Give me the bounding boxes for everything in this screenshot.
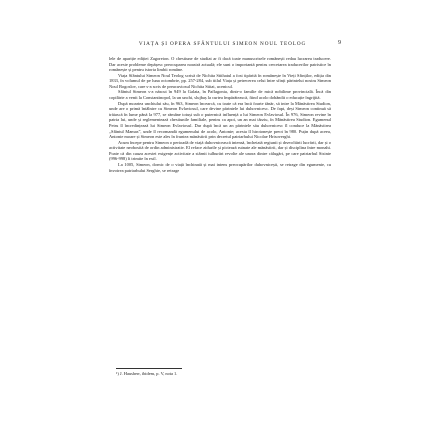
running-title: VIAȚA ȘI OPERA SFÂNTULUI SIMEON NOUL TEOLOG	[138, 41, 307, 47]
running-header	[0, 41, 445, 47]
body-text	[109, 56, 331, 173]
paragraph: Viața Sfântului Simeon Noul Teolog scrisă de Nichita Stithatul a fost tipărită în românește în Vieți Sfinților, ediția din 1833, în volumul de pe luna octombrie, pp. 257-284, sub titlul Viața și petrecerea celui între sfinți părintelui nostru Simeon Noul Bogoslov, care s-a scris de preacuviosul Nichita Stitat, ucenicul.	[109, 72, 331, 89]
paragraph: Sfântul Simeon s-a născut în 949 la Galata, în Paflagonia, dintr-o familie de mică nobilime provincială. Încă din copilărie a venit la Constantinopol, la un unchi, slujbaș la curtea împărătească, fiind acolo dobândit o educație îngrijită.	[109, 89, 331, 101]
footnote: ¹) J. Hausherr, ibidem, p. V, nota 1.	[116, 371, 178, 376]
page-number: 9	[338, 40, 341, 46]
footnote-rule	[116, 368, 182, 369]
paragraph: La 1005, Simeon, dornic de o viață închinată și mai intens preocupărilor duhovnicești, se retrage din egumenie, cu învoirea patriarhului Serghie, se retrage	[109, 161, 331, 173]
paragraph: După moartea unchiului său, în 963, Simeon încearcă, cu toate că era încă foarte tânăr, să intre la Mănăstirea Studion, unde are o primă întâlnire cu Simeon Evlaviosul, care devine părintele lui duhovnicesc. De fapt, deși Simeon continuă să trăiască în lume până la 977, se rămâne totuși sub o puternică influență a lui Simeon Evlaviosul. În 976, Simeon revine în patria lui, unde și reglementează chestiunile familiale, pentru ca apoi, un an mai târziu, în Mănăstirea Studion. Egumenul Petru îl încredințează lui Simeon Evlaviosul. Dar după încă un an părintele său duhovnicesc îl conduce la Mănăstirea „Sfântul Mamas”, unde îl recomandă egumenului de acolo, Antonie; acesta îl hirotonește preot în 980. Puțin după aceea, Antonie moare și Simeon este ales în fruntea mănăstirii prin decretul patriarhului Nicolae Hrisoverghi.	[109, 100, 331, 140]
paragraph: Acum începe pentru Simeon o perioadă de viață duhovnicească intensă, încheiată regiunii și dezvoltării lucrării, dar și o activitate neobosită de ordin administrativ. El reface zidurile și pictează ruinate ale mănăstirii, dar și disciplina între monahi. Poate că din cauza acestei exigențe activitate a stârnit tulburări revolte ale unora dintre călugări, pe care patriarhul Sisinie (996-998) îi trimite în exil.	[109, 139, 331, 162]
paragraph: lele de apariție ediției Zagoreion. O chestiune de studiat ar fi dacă toate manuscrisele românești redau lucrarea traducere. Dar aceste probleme depășesc preocuparea noastră actuală; ele sunt o importantă pentru cercetarea traducerilor patristice în românește și pentru istoria limbii române.	[109, 56, 331, 73]
